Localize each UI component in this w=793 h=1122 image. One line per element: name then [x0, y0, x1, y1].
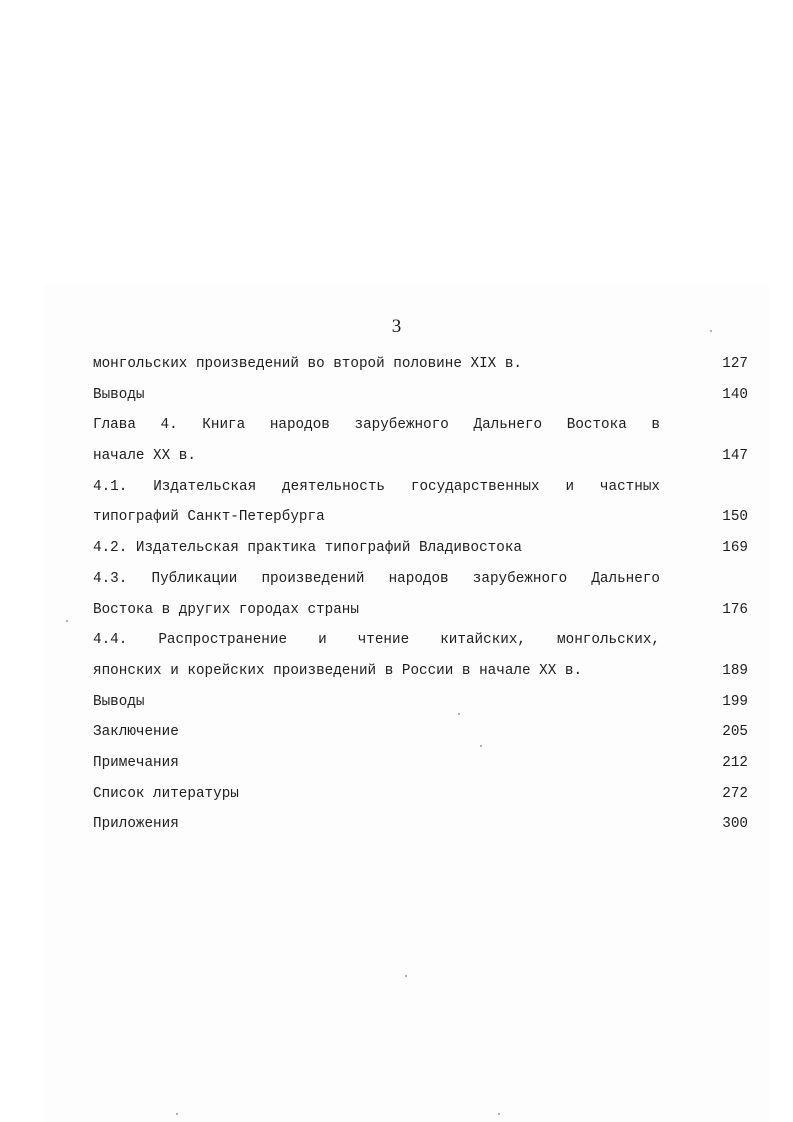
toc-entry-page: 212 — [722, 754, 748, 771]
toc-line — [93, 380, 748, 411]
toc-entry-page: 205 — [722, 724, 748, 741]
toc-line — [93, 472, 748, 503]
toc-entry-text: 4.1. Издательская деятельность государственных и частных — [93, 478, 660, 495]
toc-line — [93, 656, 748, 687]
toc-entry-text: 4.3. Публикации произведений народов зарубежного Дальнего — [93, 570, 660, 587]
toc-entry-text: Востока в других городах страны — [93, 601, 359, 618]
toc-line — [93, 717, 748, 748]
toc-line — [93, 748, 748, 779]
scan-speck — [405, 975, 407, 977]
toc-entry-text: начале XX в. — [93, 448, 196, 465]
toc-entry-text: типографий Санкт-Петербурга — [93, 509, 325, 526]
page-number: 3 — [391, 316, 402, 337]
scan-speck — [458, 713, 460, 715]
table-of-contents — [93, 349, 748, 840]
toc-line — [93, 533, 748, 564]
scan-speck — [66, 620, 68, 622]
toc-entry-text: Заключение — [93, 724, 179, 741]
toc-line — [93, 441, 748, 472]
toc-line — [93, 595, 748, 626]
toc-entry-page: 147 — [722, 448, 748, 465]
toc-entry-text: Выводы — [93, 693, 145, 710]
toc-entry-page: 140 — [722, 386, 748, 403]
toc-line — [93, 349, 748, 380]
toc-line — [93, 410, 748, 441]
toc-entry-text: Выводы — [93, 386, 145, 403]
toc-entry-page: 300 — [722, 816, 748, 833]
toc-line — [93, 687, 748, 718]
toc-line — [93, 779, 748, 810]
toc-entry-page: 169 — [722, 540, 748, 557]
toc-entry-page: 176 — [722, 601, 748, 618]
toc-line — [93, 502, 748, 533]
toc-entry-page: 127 — [722, 356, 748, 372]
toc-entry-text: Глава 4. Книга народов зарубежного Дальнего Востока в — [93, 417, 660, 434]
toc-entry-text: Приложения — [93, 816, 179, 833]
scan-speck — [498, 1113, 500, 1115]
toc-entry-text: японских и корейских произведений в России в начале XX в. — [93, 662, 583, 679]
scan-speck — [480, 745, 482, 747]
toc-entry-text: Список литературы — [93, 785, 239, 802]
toc-entry-text: монгольских произведений во второй половине XIX в. — [93, 356, 522, 372]
toc-entry-page: 199 — [722, 693, 748, 710]
toc-line — [93, 564, 748, 595]
toc-line — [93, 625, 748, 656]
toc-entry-page: 150 — [722, 509, 748, 526]
toc-entry-page: 189 — [722, 662, 748, 679]
toc-entry-page: 272 — [722, 785, 748, 802]
toc-line — [93, 809, 748, 840]
toc-entry-text: 4.4. Распространение и чтение китайских, монгольских, — [93, 632, 660, 649]
toc-entry-text: 4.2. Издательская практика типографий Владивостока — [93, 540, 522, 557]
scan-speck — [176, 1113, 178, 1115]
toc-entry-text: Примечания — [93, 754, 179, 771]
scan-speck — [710, 330, 712, 332]
